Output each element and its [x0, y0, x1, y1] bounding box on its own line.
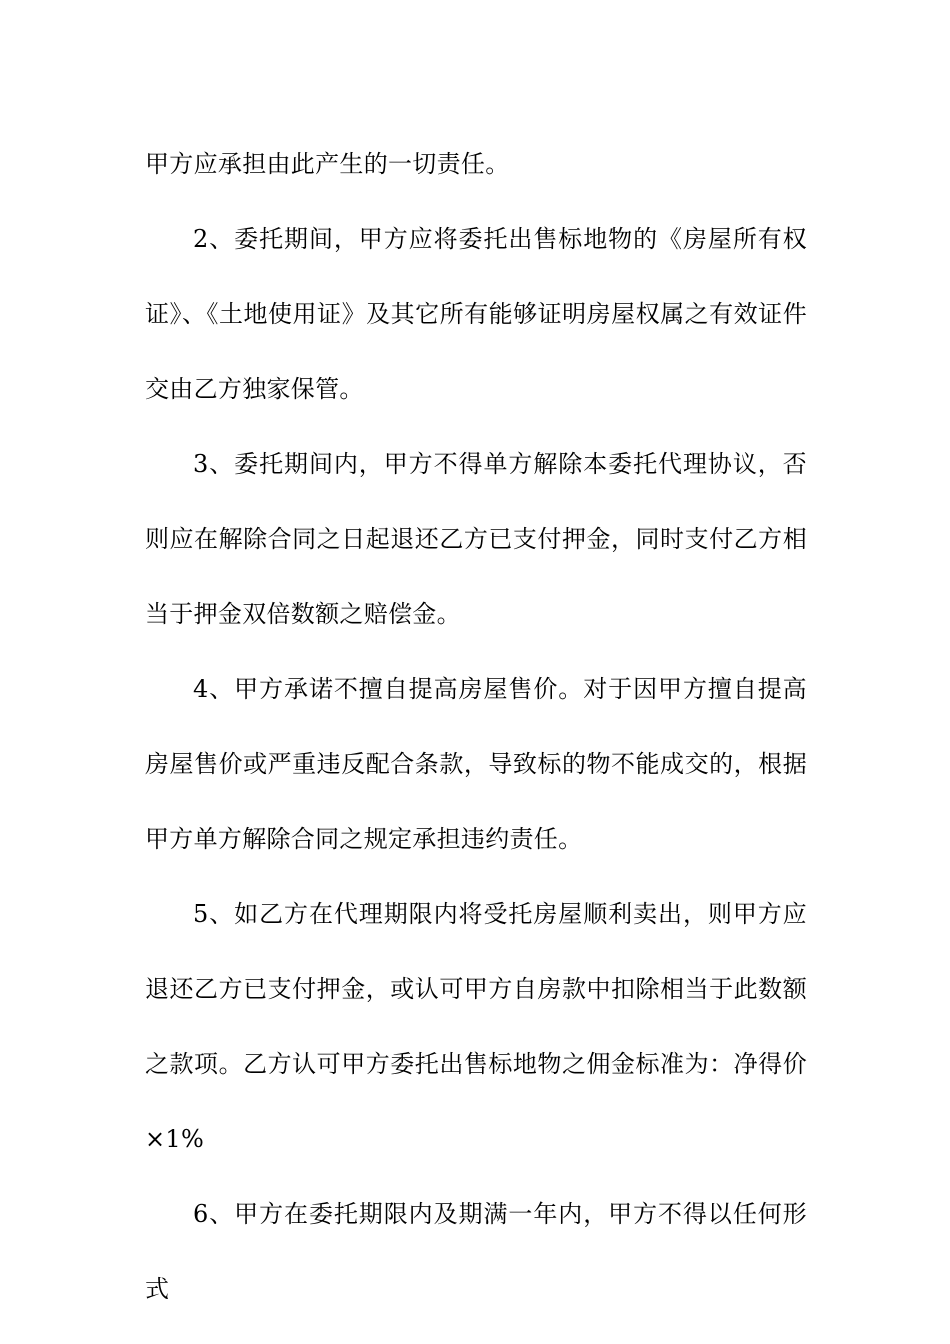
clause-4: 4、甲方承诺不擅自提高房屋售价。对于因甲方擅自提高房屋售价或严重违反配合条款，导致标的物不能成交的，根据甲方单方解除合同之规定承担违约责任。 — [145, 675, 807, 853]
clause-2: 2、委托期间，甲方应将委托出售标地物的《房屋所有权证》、《土地使用证》及其它所有能够证明房屋权属之有效证件交由乙方独家保管。 — [145, 225, 807, 403]
document-body — [145, 127, 807, 1327]
paragraph-continuation: 甲方应承担由此产生的一切责任。 — [145, 150, 510, 178]
clause-3: 3、委托期间内，甲方不得单方解除本委托代理协议，否则应在解除合同之日起退还乙方已支付押金，同时支付乙方相当于押金双倍数额之赔偿金。 — [145, 450, 807, 628]
clause-6: 6、甲方在委托期限内及期满一年内，甲方不得以任何形式 — [145, 1200, 807, 1303]
clause-5: 5、如乙方在代理期限内将受托房屋顺利卖出，则甲方应退还乙方已支付押金，或认可甲方自房款中扣除相当于此数额之款项。乙方认可甲方委托出售标地物之佣金标准为：净得价×1% — [145, 900, 807, 1153]
